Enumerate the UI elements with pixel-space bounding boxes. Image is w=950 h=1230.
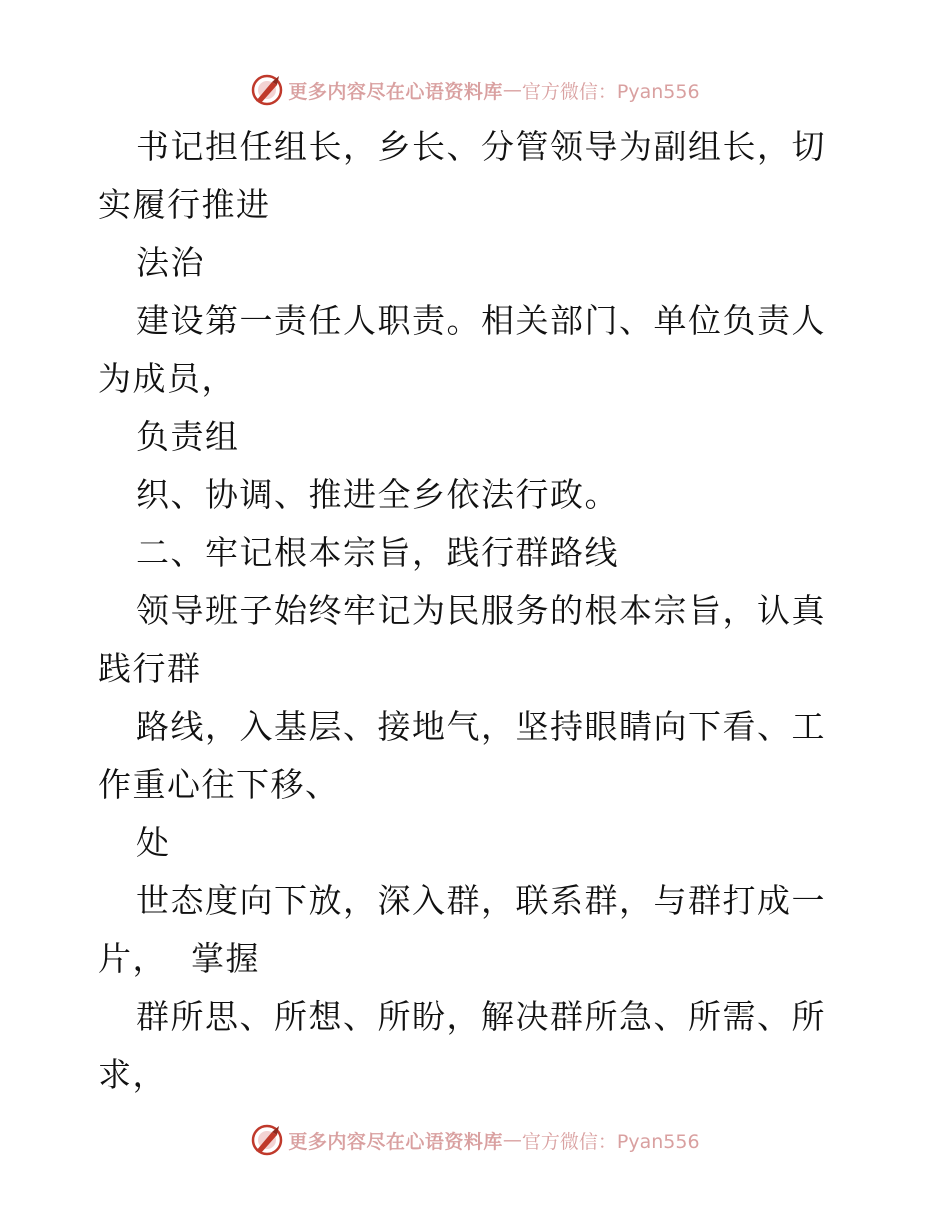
watermark-brand: 更多内容尽在心语资料库 [288,1130,503,1153]
watermark-contact: 官方微信：Pyan556 [521,1130,700,1153]
paragraph: 领导班子始终牢记为民服务的根本宗旨，认真践行群 [98,591,826,688]
paragraph: 路线，入基层、接地气，坚持眼睛向下看、工作重心往下移、 [98,707,826,804]
paragraph: 织、协调、推进全乡依法行政。 [136,475,619,514]
paragraph: 处 [136,823,171,862]
document-body [98,118,858,1104]
quill-pen-logo-icon [250,1123,284,1157]
paragraph: 法治 [136,243,205,282]
paragraph: 建设第一责任人职责。相关部门、单位负责人为成员， [98,301,826,398]
watermark-separator: — [502,79,522,101]
paragraph: 群所思、所想、所盼，解决群所急、所需、所求， [98,997,826,1094]
paragraph: 书记担任组长，乡长、分管领导为副组长，切实履行推进 [98,127,826,224]
section-heading: 二、牢记根本宗旨，践行群路线 [136,533,619,572]
paragraph: 负责组 [136,417,240,456]
watermark-contact: 官方微信：Pyan556 [521,80,700,103]
paragraph: 世态度向下放，深入群，联系群，与群打成一片， 掌握 [98,881,826,978]
watermark-brand: 更多内容尽在心语资料库 [288,80,503,103]
watermark-separator: — [502,1129,522,1151]
header-watermark [0,70,950,110]
quill-pen-logo-icon [250,73,284,107]
footer-watermark [0,1120,950,1160]
